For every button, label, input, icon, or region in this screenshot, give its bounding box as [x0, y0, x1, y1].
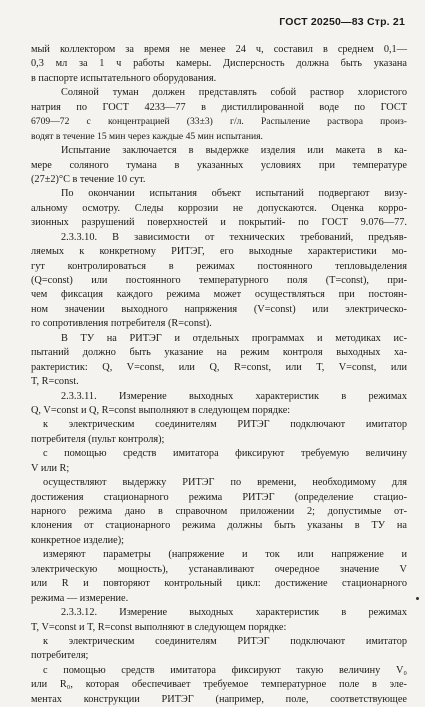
- text-line: 2.3.3.10. В зависимости от технических требований, предъяв-: [61, 231, 407, 243]
- text-line: клонения от стационарного режима должны быть указаны в ТУ на: [31, 520, 407, 532]
- text-line: Q, V=const и Q, R=const выполняют в следующем порядке:: [31, 404, 291, 416]
- text-line: электрическую мощность), устанавливают очередное значение V: [31, 563, 407, 575]
- text-line: достижения стационарного режима РИТЭГ (определение стацио-: [31, 491, 407, 503]
- text-line: чем фиксация каждого режима может осуществляться при постоян-: [31, 289, 407, 301]
- text-line: к электрическим соединителям РИТЭГ подключают имитатор: [43, 635, 407, 647]
- text-line: нарного режима дано в справочном приложении 2; допустимые от-: [31, 506, 407, 517]
- text-line: конкретное изделие);: [31, 534, 124, 546]
- text-line: водят в течение 15 мин через каждые 45 мин испытания.: [31, 130, 263, 142]
- text-line: Соляной туман должен представлять собой раствор хлористого: [61, 87, 407, 99]
- text-line: 2.3.3.11. Измерение выходных характеристик в режимах: [61, 390, 407, 402]
- text-line: измеряют параметры (напряжение и ток или напряжение и: [43, 549, 407, 561]
- text-line: гут контролироваться в режимах постоянного тепловыделения: [31, 260, 407, 272]
- text-line: к электрическим соединителям РИТЭГ подключают имитатор: [43, 419, 407, 431]
- text-line: T, R=const.: [31, 376, 79, 388]
- text-line: го сопротивления потребителя (R=const).: [31, 318, 212, 330]
- text-line: В ТУ на РИТЭГ и отдельных программах и методиках ис-: [61, 332, 407, 344]
- text-line: режима — измерение.: [31, 592, 129, 604]
- text-line: альному осмотру. Следы коррозии не допускаются. Оценка корро-: [31, 202, 407, 214]
- ink-mark: [416, 597, 419, 600]
- text-line: или R₀, которая обеспечивает требуемое температурное поле в эле-: [31, 679, 407, 691]
- text-line: натрия по ГОСТ 4233—77 в дистиллированной воде по ГОСТ: [31, 101, 407, 113]
- text-line: (Q=const) или постоянного температурного поля (T=const), при-: [31, 275, 407, 286]
- text-line: Испытание заключается в выдержке изделия или макета в ка-: [61, 145, 407, 157]
- page-header: ГОСТ 20250—83 Стр. 21: [279, 16, 405, 28]
- text-line: ментах конструкции РИТЭГ (например, поле, соответствующее: [31, 693, 407, 705]
- text-line: T, V=const и T, R=const выполняют в следующем порядке:: [31, 621, 287, 633]
- text-line: с помощью средств имитатора фиксируют такую величину V₀: [43, 664, 407, 676]
- text-line: ляемых к конкретному РИТЭГ, его выходные характеристики мо-: [31, 246, 407, 258]
- text-line: По окончании испытания объект испытаний подвергают визу-: [61, 188, 407, 200]
- text-line: (27±2)°С в течение 10 сут.: [31, 173, 146, 185]
- text-line: мере соляного тумана в указанных условиях при температуре: [31, 159, 407, 171]
- text-line: ном значении выходного напряжения (V=const) или электрическо-: [31, 303, 407, 315]
- text-line: V или R;: [31, 462, 70, 474]
- text-line: 0,3 мл за 1 ч работы камеры. Дисперсность должна быть указана: [31, 58, 407, 70]
- text-line: зионных разрушений поверхностей и покрытий- по ГОСТ 9.076—77.: [31, 217, 407, 229]
- text-line: в паспорте испытательного оборудования.: [31, 72, 217, 84]
- text-line: мый коллектором за время не менее 24 ч, составил в среднем 0,1—: [31, 44, 407, 55]
- text-line: рактеристик: Q, V=const, или Q, R=const, или T, V=const, или: [31, 361, 407, 373]
- text-line: осуществляют выдержку РИТЭГ по времени, необходимому для: [43, 477, 407, 489]
- text-line: 6709—72 с концентрацией (33±3) г/л. Распыление раствора произ-: [31, 116, 407, 128]
- text-line: с помощью средств имитатора фиксируют требуемую величину: [43, 448, 407, 460]
- text-line: 2.3.3.12. Измерение выходных характеристик в режимах: [61, 607, 407, 619]
- text-line: потребителя;: [31, 650, 89, 662]
- text-line: потребителя (пульт контроля);: [31, 433, 165, 445]
- text-line: пытаний должно быть указание на режим контроля выходных ха-: [31, 347, 407, 359]
- body-text: [31, 43, 407, 707]
- text-line: или R и повторяют контрольный цикл: достижение стационарного: [31, 578, 407, 590]
